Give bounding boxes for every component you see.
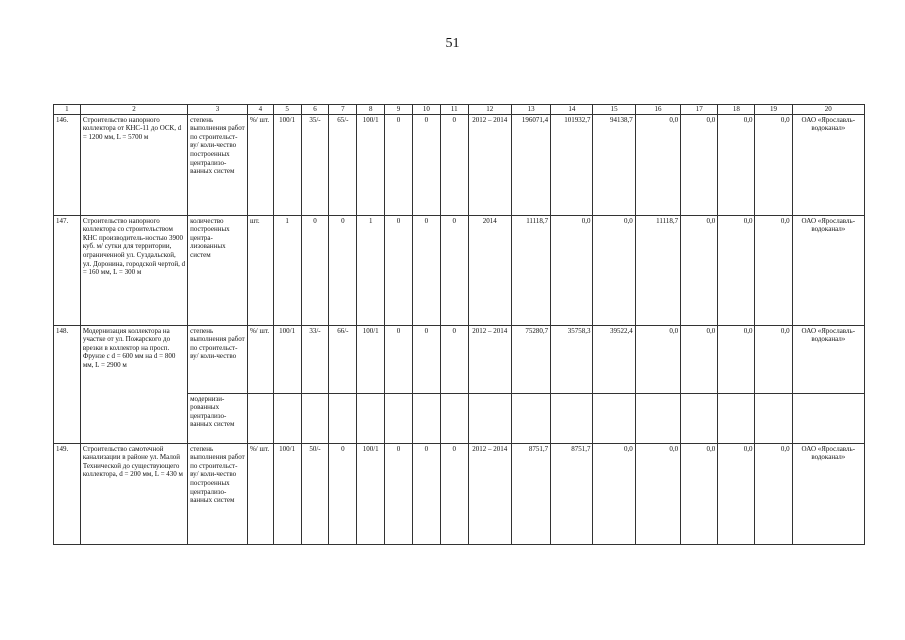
- cell: 0: [440, 443, 468, 544]
- col-header: 14: [551, 105, 593, 115]
- indicator: количество построенных центра-лизованных систем: [188, 215, 248, 325]
- col-header: 7: [329, 105, 357, 115]
- cell: 65/-: [329, 114, 357, 215]
- cell: 8751,7: [551, 443, 593, 544]
- executor: ОАО «Ярославль-водоканал»: [792, 443, 864, 544]
- unit: %/ шт.: [247, 325, 273, 393]
- col-header: 9: [385, 105, 413, 115]
- cell: 0,0: [681, 114, 718, 215]
- table-row: [54, 325, 865, 393]
- col-header: 19: [755, 105, 792, 115]
- cell: 100/1: [357, 325, 385, 393]
- col-header: 8: [357, 105, 385, 115]
- executor: ОАО «Ярославль-водоканал»: [792, 114, 864, 215]
- page-number: 51: [445, 36, 460, 51]
- cell: 100/1: [357, 443, 385, 544]
- cell: 35758,3: [551, 325, 593, 393]
- unit: шт.: [247, 215, 273, 325]
- indicator: степень выполнения работ по строительст-ву/ коли-чество: [188, 325, 248, 393]
- row-number: 149.: [54, 443, 81, 544]
- cell: 35/-: [301, 114, 329, 215]
- cell: 196071,4: [511, 114, 550, 215]
- cell: 11118,7: [511, 215, 550, 325]
- executor: ОАО «Ярославль-водоканал»: [792, 325, 864, 393]
- cell: 0,0: [755, 443, 792, 544]
- measure-name: Строительство самотечной канализации в районе ул. Малой Технической до существующего коллектора, d = 200 мм, L = 430 м: [80, 443, 187, 544]
- cell: 0,0: [755, 114, 792, 215]
- table-row: [54, 114, 865, 215]
- cell: 0: [301, 215, 329, 325]
- row-number: 146.: [54, 114, 81, 215]
- cell: 0,0: [718, 114, 755, 215]
- cell: 0,0: [755, 325, 792, 393]
- cell: 0: [329, 443, 357, 544]
- col-header: 11: [440, 105, 468, 115]
- cell: 0,0: [718, 215, 755, 325]
- table-row: [54, 215, 865, 325]
- measure-name: Строительство напорного коллектора со строительством КНС производитель-ностью 3900 куб. м/ сутки для территории, ограниченной ул. Суздальской, ул. Доронина, городской чертой, d = 160 мм, L = 300 м: [80, 215, 187, 325]
- col-header: 6: [301, 105, 329, 115]
- executor: ОАО «Ярославль-водоканал»: [792, 215, 864, 325]
- col-header: 3: [188, 105, 248, 115]
- row-number: 147.: [54, 215, 81, 325]
- cell: 50/-: [301, 443, 329, 544]
- indicator: степень выполнения работ по строительст-ву/ коли-чество построенных централизо-ванных систем: [188, 114, 248, 215]
- row-number: 148.: [54, 325, 81, 443]
- cell: 0: [412, 114, 440, 215]
- cell: 100/1: [273, 443, 301, 544]
- cell: 0,0: [681, 215, 718, 325]
- col-header: 17: [681, 105, 718, 115]
- cell: 0,0: [593, 215, 635, 325]
- cell: 0: [385, 443, 413, 544]
- cell: 0: [440, 114, 468, 215]
- unit: %/ шт.: [247, 114, 273, 215]
- cell: 0,0: [718, 443, 755, 544]
- col-header: 5: [273, 105, 301, 115]
- cell: 0,0: [755, 215, 792, 325]
- cell: 1: [357, 215, 385, 325]
- col-header: 10: [412, 105, 440, 115]
- cell: 0,0: [593, 443, 635, 544]
- unit: %/ шт.: [247, 443, 273, 544]
- measure-name: Строительство напорного коллектора от КНС-11 до ОСК, d = 1200 мм, L = 5700 м: [80, 114, 187, 215]
- cell: 66/-: [329, 325, 357, 393]
- cell: 100/1: [357, 114, 385, 215]
- cell: 0: [412, 215, 440, 325]
- col-header: 16: [635, 105, 680, 115]
- cell: 39522,4: [593, 325, 635, 393]
- cell: 8751,7: [511, 443, 550, 544]
- cell: 0: [440, 325, 468, 393]
- cell: 11118,7: [635, 215, 680, 325]
- cell: 1: [273, 215, 301, 325]
- cell: 0: [385, 325, 413, 393]
- cell: 100/1: [273, 325, 301, 393]
- cell: 0: [329, 215, 357, 325]
- period: 2012 – 2014: [468, 325, 511, 393]
- col-header: 12: [468, 105, 511, 115]
- cell: 100/1: [273, 114, 301, 215]
- cell: 0: [440, 215, 468, 325]
- cell: 75280,7: [511, 325, 550, 393]
- col-header: 20: [792, 105, 864, 115]
- cell: 0,0: [681, 325, 718, 393]
- period: 2014: [468, 215, 511, 325]
- cell: 0: [385, 114, 413, 215]
- col-header: 2: [80, 105, 187, 115]
- cell: 101932,7: [551, 114, 593, 215]
- col-header: 15: [593, 105, 635, 115]
- period: 2012 – 2014: [468, 114, 511, 215]
- cell: 0: [412, 325, 440, 393]
- indicator: степень выполнения работ по строительст-ву/ коли-чество построенных централизо-ванных систем: [188, 443, 248, 544]
- indicator-continued: модернизи-рованных централизо-ванных систем: [188, 393, 248, 443]
- col-header: 4: [247, 105, 273, 115]
- column-number-row: [54, 105, 865, 115]
- cell: 33/-: [301, 325, 329, 393]
- cell: 0,0: [635, 443, 680, 544]
- cell: 0,0: [681, 443, 718, 544]
- period: 2012 – 2014: [468, 443, 511, 544]
- cell: 0,0: [635, 114, 680, 215]
- table-row: [54, 443, 865, 544]
- cell: 0,0: [635, 325, 680, 393]
- program-table: [53, 104, 865, 545]
- col-header: 1: [54, 105, 81, 115]
- cell: 0: [412, 443, 440, 544]
- col-header: 13: [511, 105, 550, 115]
- cell: 0,0: [718, 325, 755, 393]
- cell: 94138,7: [593, 114, 635, 215]
- cell: 0,0: [551, 215, 593, 325]
- measure-name: Модернизация коллектора на участке от ул. Пожарского до врезки в коллектор на просп. Фрунзе с d = 600 мм на d = 800 мм, L = 2900 м: [80, 325, 187, 443]
- col-header: 18: [718, 105, 755, 115]
- cell: 0: [385, 215, 413, 325]
